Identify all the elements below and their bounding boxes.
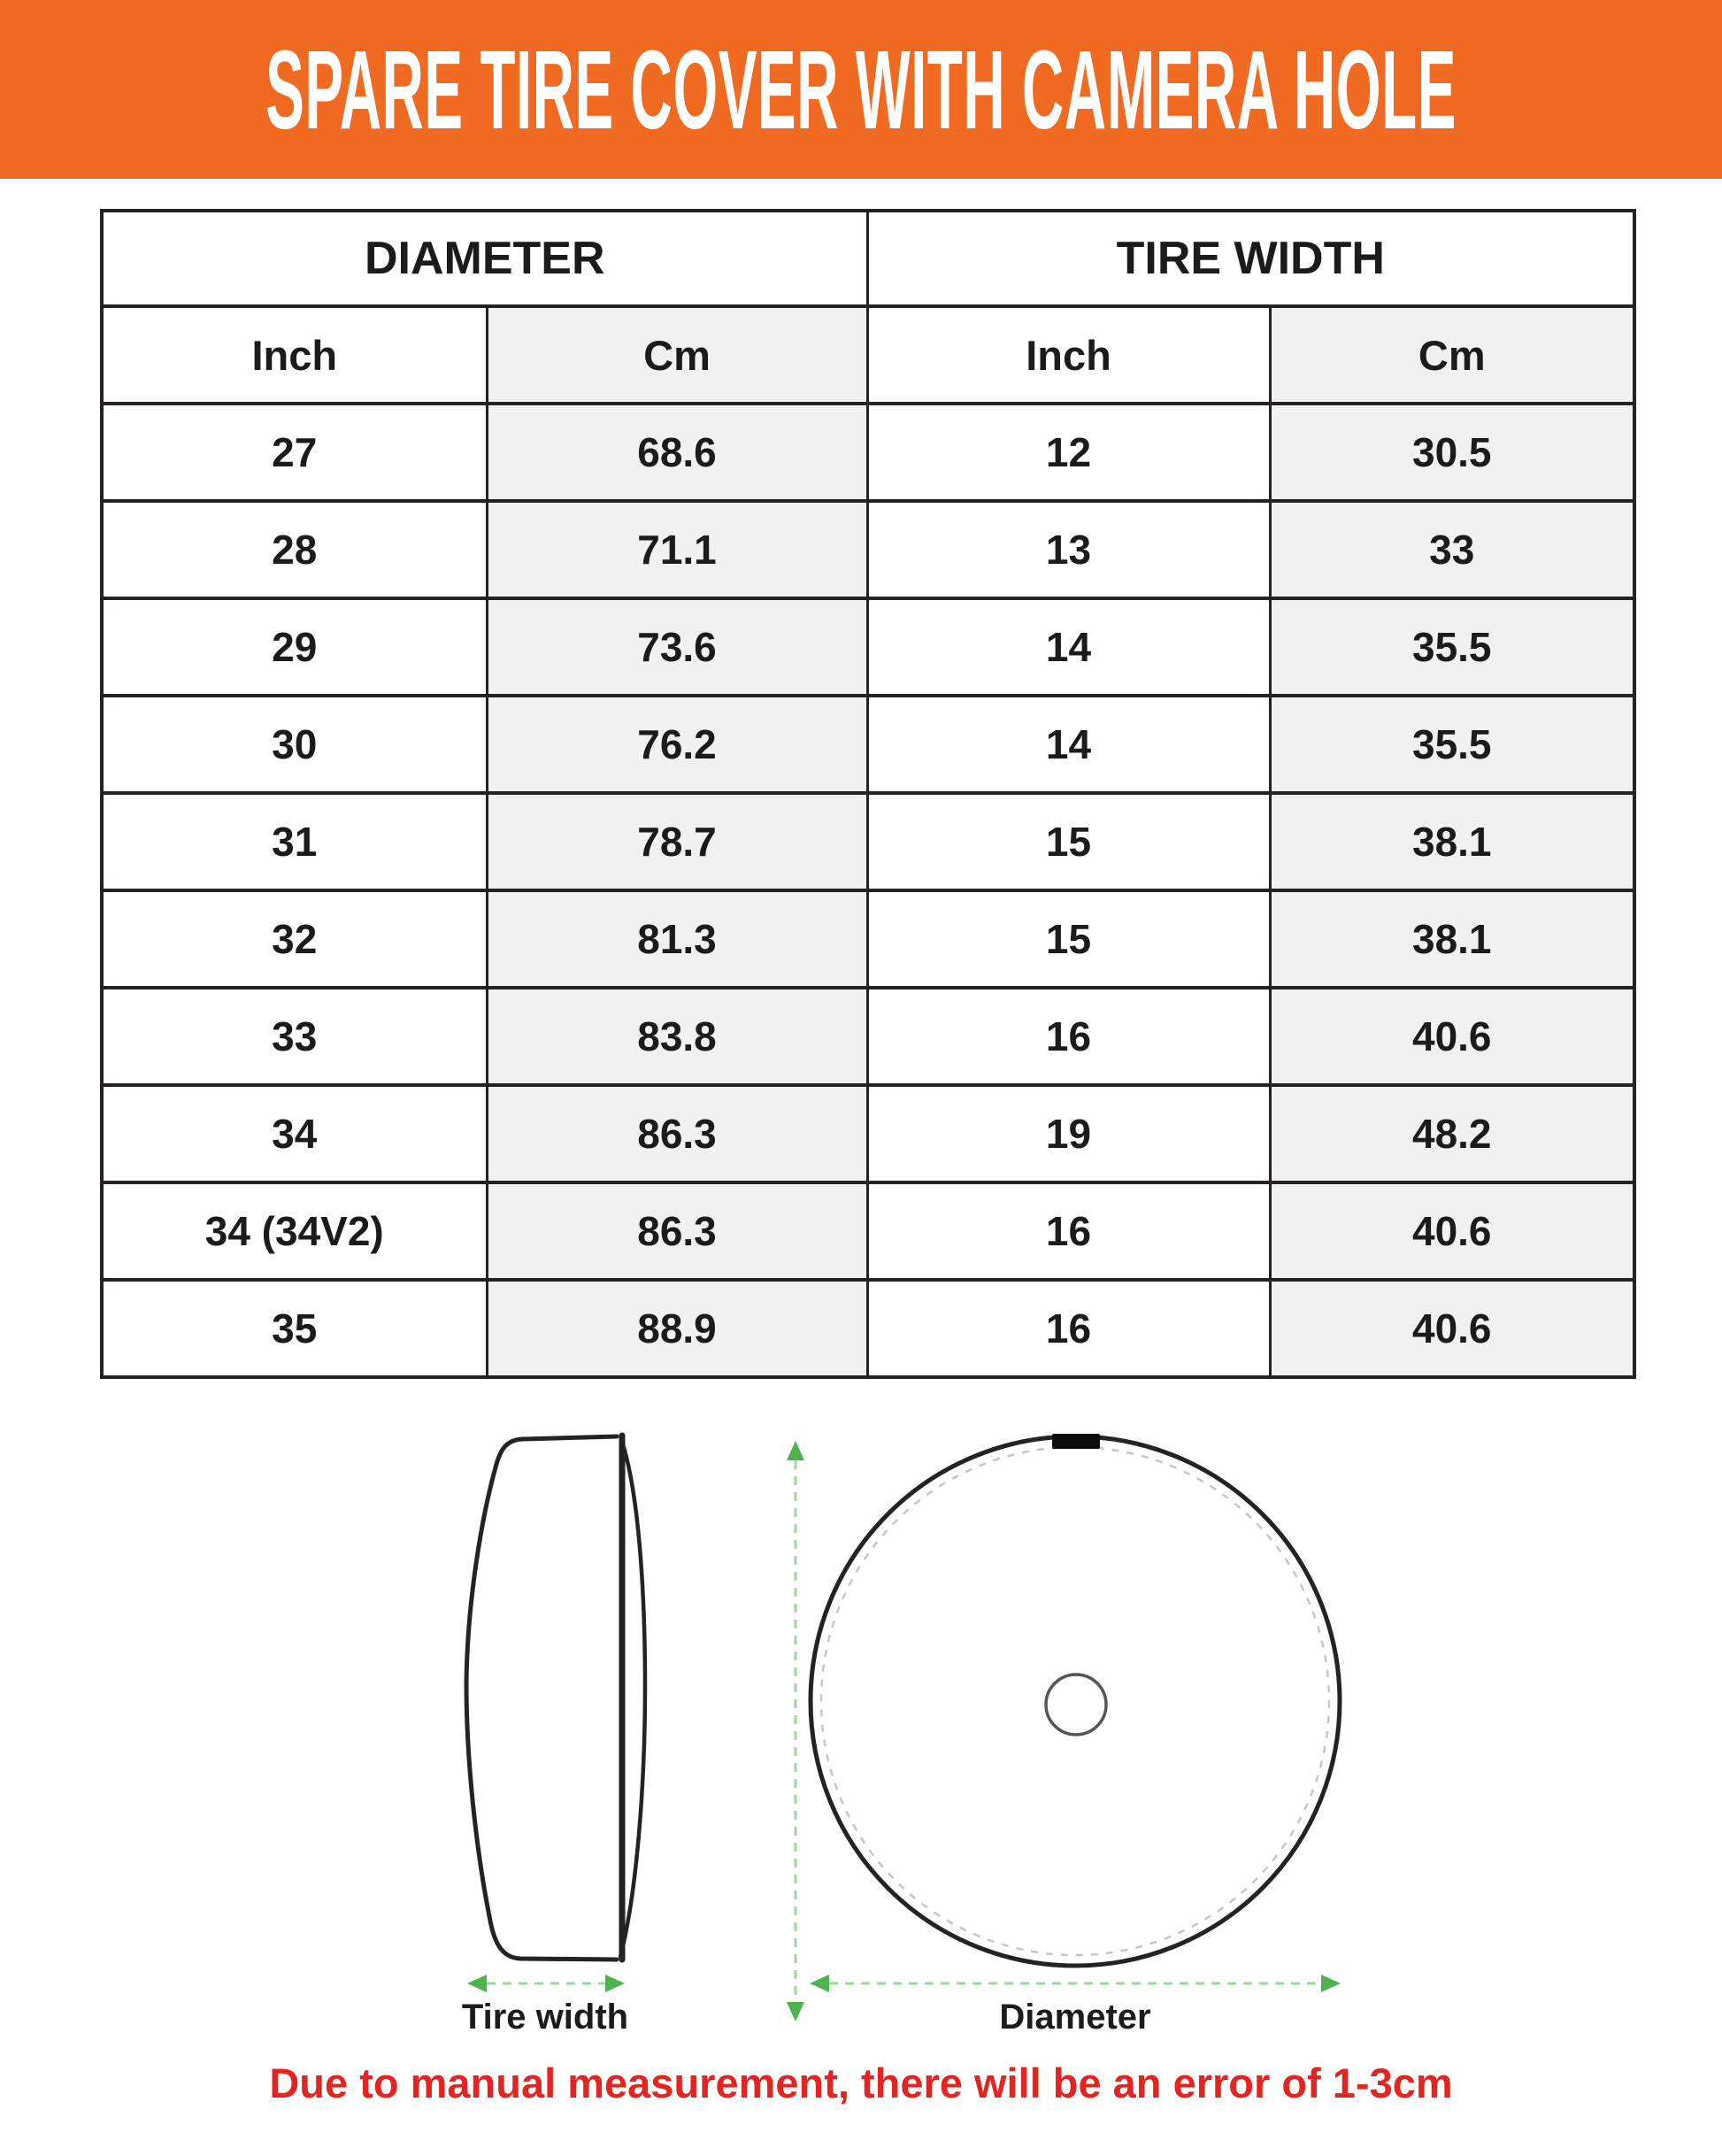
size-table (100, 209, 1636, 1379)
diameter-cm-value: 78.7 (487, 793, 867, 890)
diameter-cm-value: 86.3 (487, 1182, 867, 1280)
diameter-inch-value: 34 (34V2) (102, 1182, 487, 1280)
diameter-inch-value: 28 (102, 501, 487, 598)
diameter-inch-value: 29 (102, 598, 487, 696)
width-cm-value: 48.2 (1270, 1085, 1634, 1182)
diameter-cm-value: 86.3 (487, 1085, 867, 1182)
diameter-label: Diameter (999, 1998, 1151, 2037)
width-inch-value: 16 (867, 988, 1270, 1085)
column-header-row (102, 306, 1634, 404)
tire-side-view-icon (466, 1436, 645, 1960)
width-inch-value: 15 (867, 793, 1270, 890)
table-row (102, 501, 1634, 598)
column-header-width-inch: Inch (867, 306, 1270, 404)
diameter-arrow-icon (810, 1975, 1341, 1992)
width-cm-value: 38.1 (1270, 793, 1634, 890)
diameter-cm-value: 73.6 (487, 598, 867, 696)
tire-width-label: Tire width (461, 1998, 629, 2037)
diameter-cm-value: 88.9 (487, 1280, 867, 1377)
width-cm-value: 40.6 (1270, 1280, 1634, 1377)
width-inch-value: 16 (867, 1182, 1270, 1280)
table-row (102, 793, 1634, 890)
width-inch-value: 14 (867, 598, 1270, 696)
width-inch-value: 16 (867, 1280, 1270, 1377)
width-inch-value: 13 (867, 501, 1270, 598)
width-cm-value: 35.5 (1270, 598, 1634, 696)
diameter-inch-value: 30 (102, 696, 487, 793)
table-row (102, 1280, 1634, 1377)
width-inch-value: 14 (867, 696, 1270, 793)
width-cm-value: 40.6 (1270, 1182, 1634, 1280)
page-title: SPARE TIRE COVER WITH CAMERA HOLE (265, 27, 1457, 152)
diameter-inch-value: 34 (102, 1085, 487, 1182)
section-header-diameter: DIAMETER (102, 211, 867, 306)
diameter-cm-value: 81.3 (487, 890, 867, 988)
column-header-diameter-inch: Inch (102, 306, 487, 404)
table-row (102, 988, 1634, 1085)
diameter-inch-value: 35 (102, 1280, 487, 1377)
section-header-row (102, 211, 1634, 306)
header-banner (0, 0, 1722, 179)
measurement-diagram (0, 1416, 1722, 2053)
top-tab-marker (1052, 1434, 1100, 1449)
height-arrow-icon (787, 1441, 804, 2021)
width-cm-value: 33 (1270, 501, 1634, 598)
section-header-tire-width: TIRE WIDTH (867, 211, 1634, 306)
tire-width-arrow-icon (467, 1975, 625, 1992)
table-row (102, 696, 1634, 793)
diameter-cm-value: 71.1 (487, 501, 867, 598)
table-row (102, 404, 1634, 501)
diameter-inch-value: 32 (102, 890, 487, 988)
table-row (102, 1085, 1634, 1182)
diameter-cm-value: 76.2 (487, 696, 867, 793)
table-row (102, 1182, 1634, 1280)
table-row (102, 598, 1634, 696)
width-inch-value: 19 (867, 1085, 1270, 1182)
table-row (102, 890, 1634, 988)
column-header-diameter-cm: Cm (487, 306, 867, 404)
width-cm-value: 30.5 (1270, 404, 1634, 501)
width-cm-value: 38.1 (1270, 890, 1634, 988)
camera-hole-icon (1046, 1675, 1106, 1735)
diameter-cm-value: 83.8 (487, 988, 867, 1085)
width-cm-value: 35.5 (1270, 696, 1634, 793)
diameter-inch-value: 33 (102, 988, 487, 1085)
diameter-inch-value: 27 (102, 404, 487, 501)
diameter-inch-value: 31 (102, 793, 487, 890)
width-inch-value: 12 (867, 404, 1270, 501)
measurement-note: Due to manual measurement, there will be an error of 1-3cm (269, 2060, 1453, 2106)
width-cm-value: 40.6 (1270, 988, 1634, 1085)
column-header-width-cm: Cm (1270, 306, 1634, 404)
diameter-cm-value: 68.6 (487, 404, 867, 501)
tire-front-view-icon (811, 1434, 1340, 1966)
width-inch-value: 15 (867, 890, 1270, 988)
